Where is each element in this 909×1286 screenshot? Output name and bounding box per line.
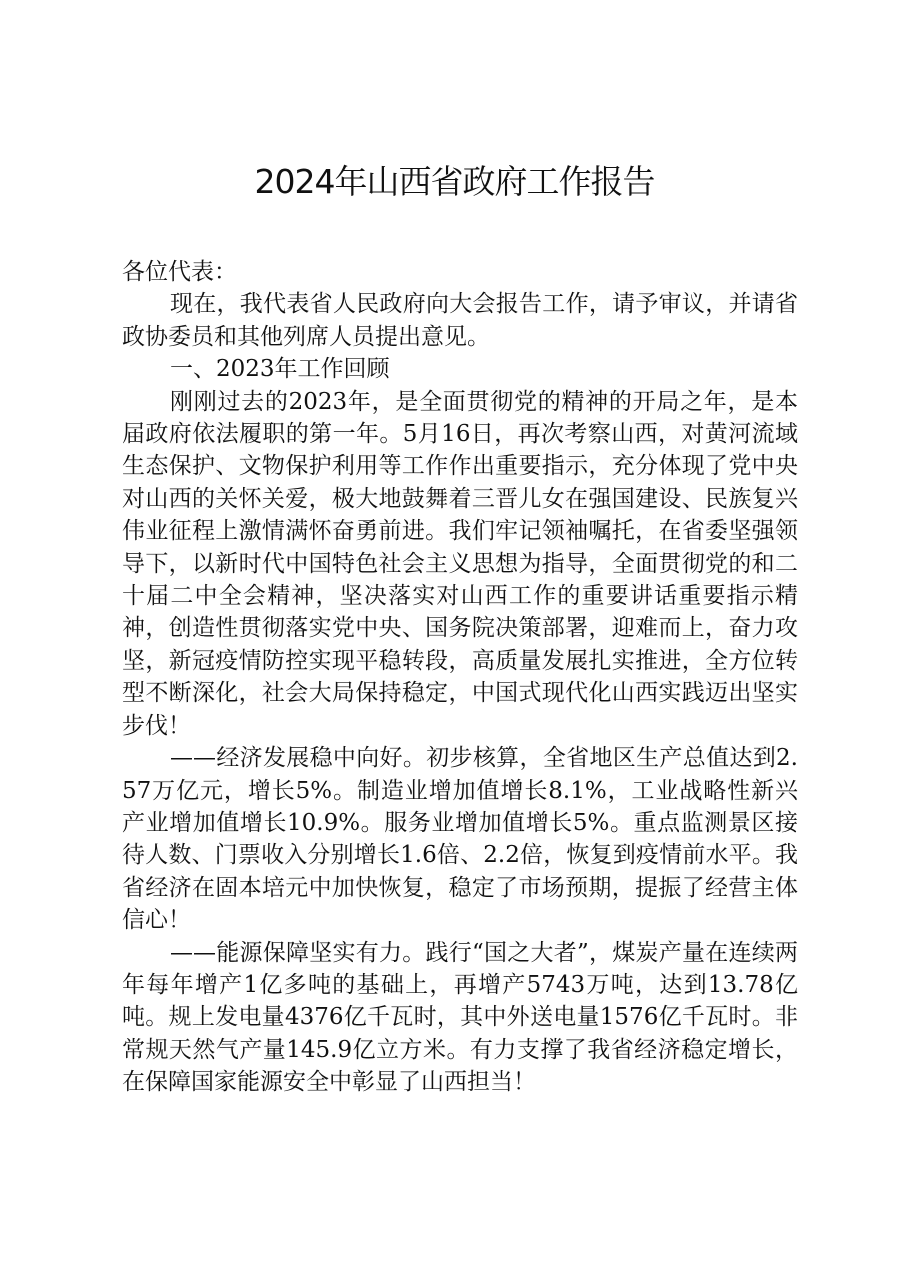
economy-paragraph: ——经济发展稳中向好。初步核算，全省地区生产总值达到2.57万亿元，增长5%。制造业增加值增长8.1%，工业战略性新兴产业增加值增长10.9%。服务业增加值增长5%。重点监测景区接待人数、门票收入分别增长1.6倍、2.2倍，恢复到疫情前水平。我省经济在固本培元中加快恢复，稳定了市场预期，提振了经营主体信心！ (122, 745, 798, 934)
review-paragraph: 刚刚过去的2023年，是全面贯彻党的精神的开局之年，是本届政府依法履职的第一年。5月16日，再次考察山西，对黄河流域生态保护、文物保护利用等工作作出重要指示，充分体现了党中央对山西的关怀关爱，极大地鼓舞着三晋儿女在强国建设、民族复兴伟业征程上激情满怀奋勇前进。我们牢记领袖嘱托，在省委坚强领导下，以新时代中国特色社会主义思想为指导，全面贯彻党的和二十届二中全会精神，坚决落实对山西工作的重要讲话重要指示精神，创造性贯彻落实党中央、国务院决策部署，迎难而上，奋力攻坚，新冠疫情防控实现平稳转段，高质量发展扎实推进，全方位转型不断深化，社会大局保持稳定，中国式现代化山西实践迈出坚实步伐！ (122, 388, 798, 739)
salutation: 各位代表： (122, 259, 237, 285)
document-title: 2024年山西省政府工作报告 (254, 162, 655, 201)
energy-paragraph: ——能源保障坚实有力。践行“国之大者”，煤炭产量在连续两年每年增产1亿多吨的基础上，再增产5743万吨，达到13.78亿吨。规上发电量4376亿千瓦时，其中外送电量1576亿千瓦时。非常规天然气产量145.9亿立方米。有力支撑了我省经济稳定增长，在保障国家能源安全中彰显了山西担当！ (122, 939, 798, 1096)
intro-paragraph: 现在，我代表省人民政府向大会报告工作，请予审议，并请省政协委员和其他列席人员提出意见。 (122, 291, 798, 350)
section-heading: 一、2023年工作回顾 (170, 356, 390, 383)
document-body (122, 256, 798, 1099)
